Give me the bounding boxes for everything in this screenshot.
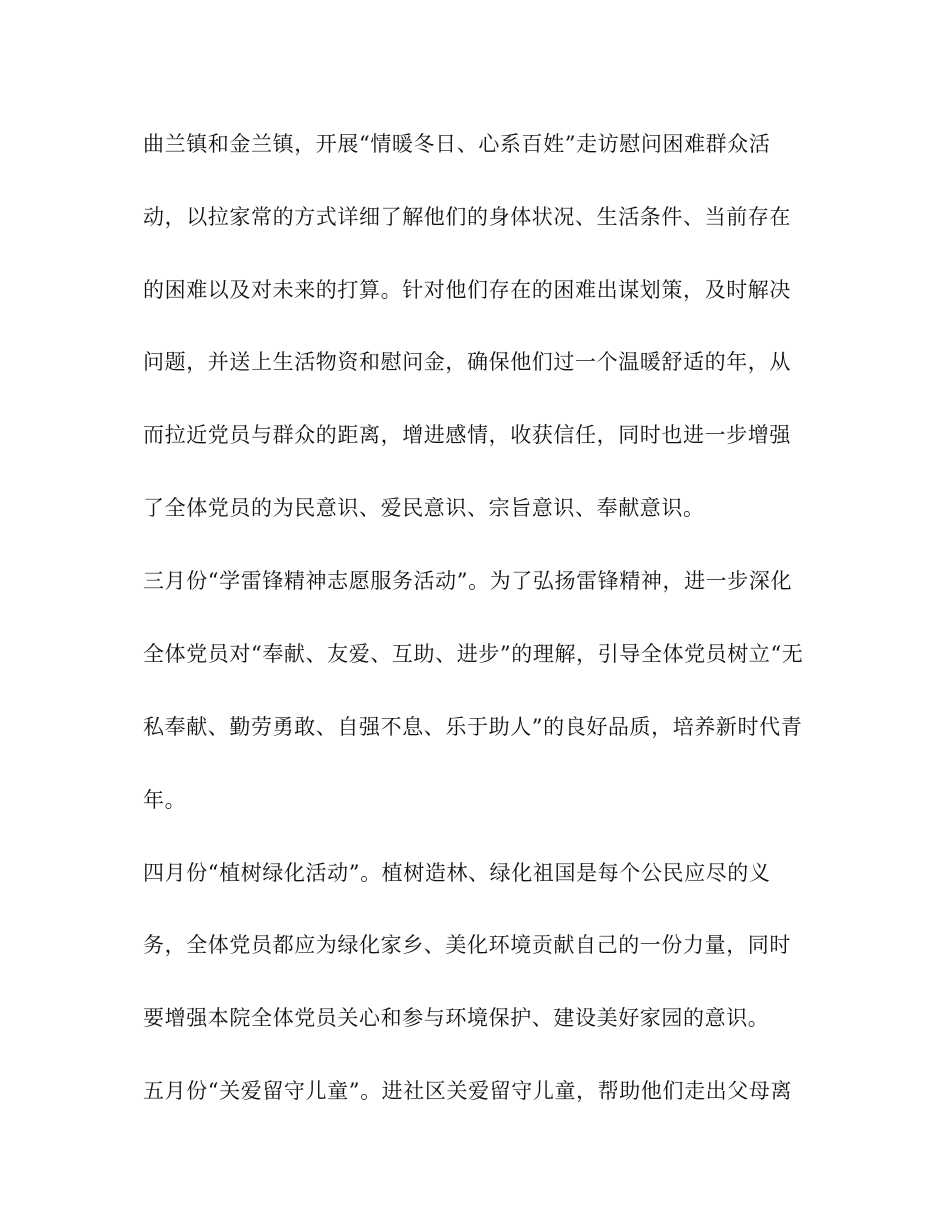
- text-line: 务，全体党员都应为绿化家乡、美化环境贡献自己的一份力量，同时: [143, 933, 791, 957]
- text-line: 了全体党员的为民意识、爱民意识、宗旨意识、奉献意识。: [143, 496, 705, 520]
- text-line: 而拉近党员与群众的距离，增进感情，收获信任，同时也进一步增强: [143, 423, 791, 447]
- text-line: 四月份“植树绿化活动”。植树造林、绿化祖国是每个公民应尽的义: [143, 861, 771, 885]
- text-line: 五月份“关爱留守儿童”。进社区关爱留守儿童，帮助他们走出父母离: [143, 1079, 793, 1103]
- text-line: 三月份“学雷锋精神志愿服务活动”。为了弘扬雷锋精神，进一步深化: [143, 569, 793, 593]
- text-line: 年。: [143, 788, 187, 812]
- text-line: 动，以拉家常的方式详细了解他们的身体状况、生活条件、当前存在: [143, 205, 791, 229]
- text-line: 曲兰镇和金兰镇，开展“情暖冬日、心系百姓”走访慰问困难群众活: [143, 132, 771, 156]
- text-line: 要增强本院全体党员关心和参与环境保护、建设美好家园的意识。: [143, 1006, 770, 1030]
- text-line: 问题，并送上生活物资和慰问金，确保他们过一个温暖舒适的年，从: [143, 350, 791, 374]
- text-line: 的困难以及对未来的打算。针对他们存在的困难出谋划策，及时解决: [143, 278, 791, 302]
- text-line: 私奉献、勤劳勇敢、自强不息、乐于助人”的良好品质，培养新时代青: [143, 715, 803, 739]
- text-line: 全体党员对“奉献、友爱、互助、进步”的理解，引导全体党员树立“无: [143, 642, 804, 666]
